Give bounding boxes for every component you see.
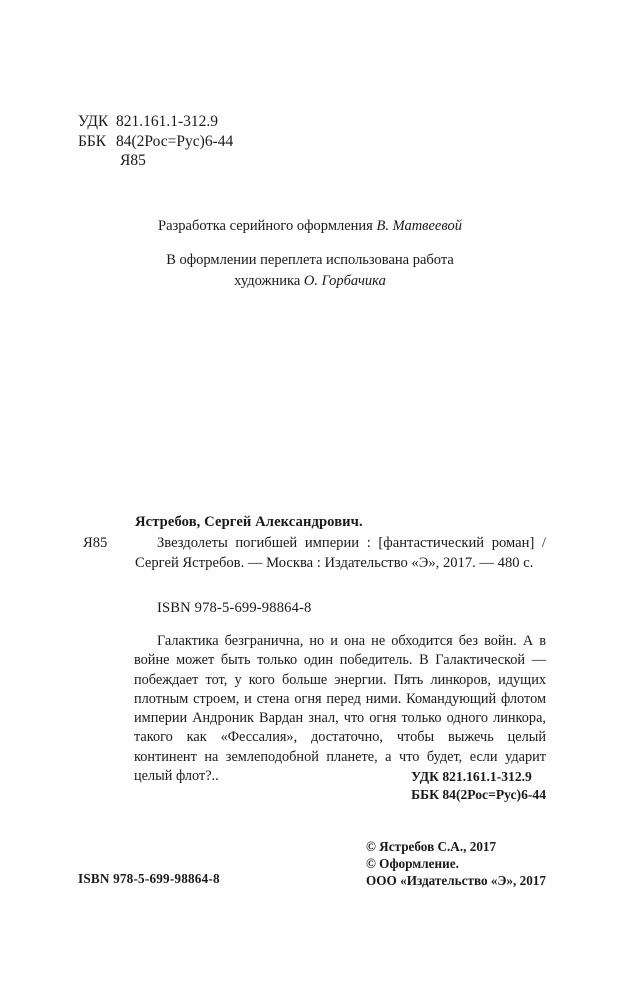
cover-credit-line-2 — [0, 271, 620, 292]
biblio-body — [78, 533, 546, 573]
bibliographic-record — [78, 512, 546, 573]
isbn-bottom: ISBN 978-5-699-98864-8 — [78, 871, 220, 886]
bbk-label-top: ББК — [78, 132, 107, 150]
biblio-author-heading: Ястребов, Сергей Александрович. — [135, 514, 363, 530]
copyright-author: © Ястребов С.А., 2017 — [366, 839, 497, 854]
classification-block-bottom — [411, 768, 546, 803]
udk-bottom: УДК 821.161.1-312.9 — [411, 769, 532, 784]
cover-credit-prefix: художника — [234, 273, 304, 289]
copyright-design-label: © Оформление. — [366, 856, 459, 871]
isbn-primary: ISBN 978-5-699-98864-8 — [157, 600, 312, 616]
bbk-row-top — [78, 132, 233, 152]
copyright-publisher: ООО «Издательство «Э», 2017 — [366, 873, 546, 888]
series-design-credit — [0, 216, 620, 237]
shelf-mark-top: Я85 — [120, 152, 146, 169]
cover-artist-name: О. Горбачика — [303, 273, 386, 289]
udk-value-top: 821.161.1-312.9 — [116, 113, 219, 130]
cover-credit-line-1: В оформлении переплета использована работа — [166, 252, 454, 268]
series-designer-name: В. Матвеевой — [376, 218, 462, 234]
biblio-description: Звездолеты погибшей империи : [фантастический роман] / Сергей Ястребов. — Москва : Издательство «Э», 2017. — 480 с. — [135, 535, 546, 571]
design-credits — [0, 216, 620, 292]
classification-block-top — [78, 112, 233, 171]
bbk-bottom: ББК 84(2Рос=Рус)6-44 — [411, 786, 546, 802]
udk-label-top: УДК — [78, 113, 109, 130]
udk-row-top — [78, 112, 233, 132]
book-annotation: Галактика безгранична, но и она не обходится без войн. А в войне может быть только один победитель. В Галактической — побеждает тот, у кого больше энергии. Пять линкоров, идущих плотным строем, и стена огня перед ними. Командующий флотом империи Андроник Вардан знал, что огня только одного линкора, такого как «Фессалия», достаточно, чтобы выжечь целый континент на землеподобной планете, а что будет, если ударит целый флот?.. — [134, 633, 546, 785]
copyright-block — [366, 838, 546, 889]
biblio-shelf-mark: Я85 — [83, 535, 108, 551]
series-design-text: Разработка серийного оформления — [158, 218, 377, 234]
bbk-value-top: 84(2Рос=Рус)6-44 — [116, 132, 234, 150]
